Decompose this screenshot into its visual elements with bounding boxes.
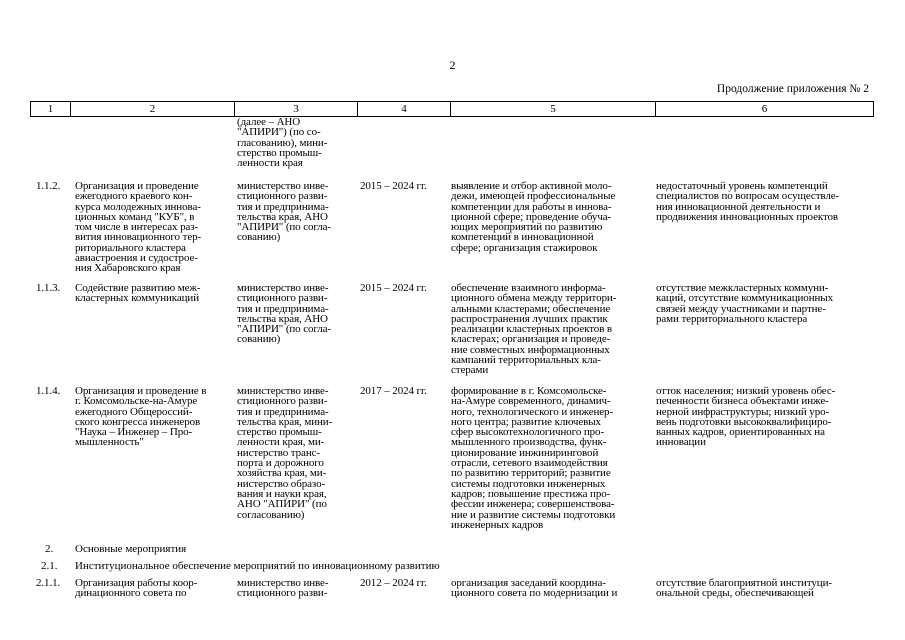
row-result: обеспечение взаимного информа- ционного обмена между территори- альными кластерами; обеспечение распространения лучших практик реализации кластерных проектов в кластерах; организация и проведе- ние совместных информационных кампаний территориальных кла- стерами (451, 282, 617, 377)
subsection-title: Институциональное обеспечение мероприятий по инновационному развитию (75, 560, 440, 572)
column-header: 4 (358, 102, 451, 117)
row-risk: отсутствие межкластерных коммуни- каций, отсутствие коммуникационных связей между участниками и партне- рами территориального кластера (656, 282, 833, 325)
row-name: Организация и проведение в г. Комсомольске-на-Амуре ежегодного Общероссий- ского конгресса инженеров "Наука – Инженер – Про- мышленность" (75, 385, 207, 449)
row-executor: министерство инве- стиционного разви- тия и предпринима- тельства края, АНО "АПИРИ" (по согла- сованию) (237, 180, 331, 244)
column-header: 5 (451, 102, 656, 117)
column-header: 6 (656, 102, 874, 117)
row-executor: министерство инве- стиционного разви- (237, 577, 329, 600)
row-period: 2012 – 2024 гг. (360, 577, 427, 589)
row-period: 2015 – 2024 гг. (360, 180, 427, 192)
row-number: 2.1.1. (36, 577, 61, 589)
row-number: 1.1.2. (36, 180, 61, 192)
column-header: 3 (235, 102, 358, 117)
row-name: Организация и проведение ежегодного краевого кон- курса молодежных иннова- ционных команд "КУБ", в том числе в интересах раз- вития инновационного тер- риториального кластера авиастроения и судострое- ния Хабаровского края (75, 180, 202, 275)
row-name: Содействие развитию меж- кластерных коммуникаций (75, 282, 201, 305)
row-risk: отсутствие благоприятной институци- ональной среды, обеспечивающей (656, 577, 832, 600)
row-executor: (далее – АНО "АПИРИ") (по со- гласованию), мини- стерство промыш- ленности края (237, 116, 328, 170)
column-header: 1 (31, 102, 71, 117)
page-number: 2 (449, 58, 456, 72)
row-period: 2015 – 2024 гг. (360, 282, 427, 294)
row-number: 1.1.3. (36, 282, 61, 294)
column-header-row (30, 101, 874, 117)
column-header: 2 (71, 102, 235, 117)
continuation-label: Продолжение приложения № 2 (716, 83, 869, 95)
row-name: Организация работы коор- динационного совета по (75, 577, 198, 600)
row-period: 2017 – 2024 гг. (360, 385, 427, 397)
row-executor: министерство инве- стиционного разви- тия и предпринима- тельства края, мини- стерство промыш- ленности края, ми- нистерство транс- порта и дорожного хозяйства края, ми- нистерство образо- вания и науки края, АНО "АПИРИ" (по согласованию) (237, 385, 333, 521)
row-result: выявление и отбор активной моло- дежи, имеющей профессиональные компетенции для работы в иннова- ционной сфере; проведение обуча- ющих мероприятий по развитию компетенций в инновационной сфере; организация стажировок (451, 180, 616, 254)
row-result: формирование в г. Комсомольске- на-Амуре современного, динамич- ного, технологического и инженер- ного центра; развитие ключевых сфер высокотехнологичного про- мышленного производства, функ- ционирование инжиниринговой отрасли, сетевого взаимодействия по развитию территорий; развитие системы подготовки инженерных кадров; повышение престижа про- фессии инженера; совершенствова- ние и развитие системы подготовки инженерных кадров (451, 385, 616, 531)
row-number: 1.1.4. (36, 385, 61, 397)
row-result: организация заседаний координа- ционного совета по модернизации и (451, 577, 618, 600)
section-number: 2. (45, 543, 54, 555)
row-risk: отток населения; низкий уровень обес- печенности бизнеса объектами инже- нерной инфраструктуры; низкий уро- вень подготовки высококвалифициро- ванных кадров, ориентированных на инновации (656, 385, 836, 449)
section-title: Основные мероприятия (75, 543, 187, 555)
subsection-number: 2.1. (41, 560, 58, 572)
row-risk: недостаточный уровень компетенций специалистов по вопросам осуществле- ния инновационной деятельности и продвижения инновационных проектов (656, 180, 840, 223)
row-executor: министерство инве- стиционного разви- тия и предпринима- тельства края, АНО "АПИРИ" (по согла- сованию) (237, 282, 331, 346)
